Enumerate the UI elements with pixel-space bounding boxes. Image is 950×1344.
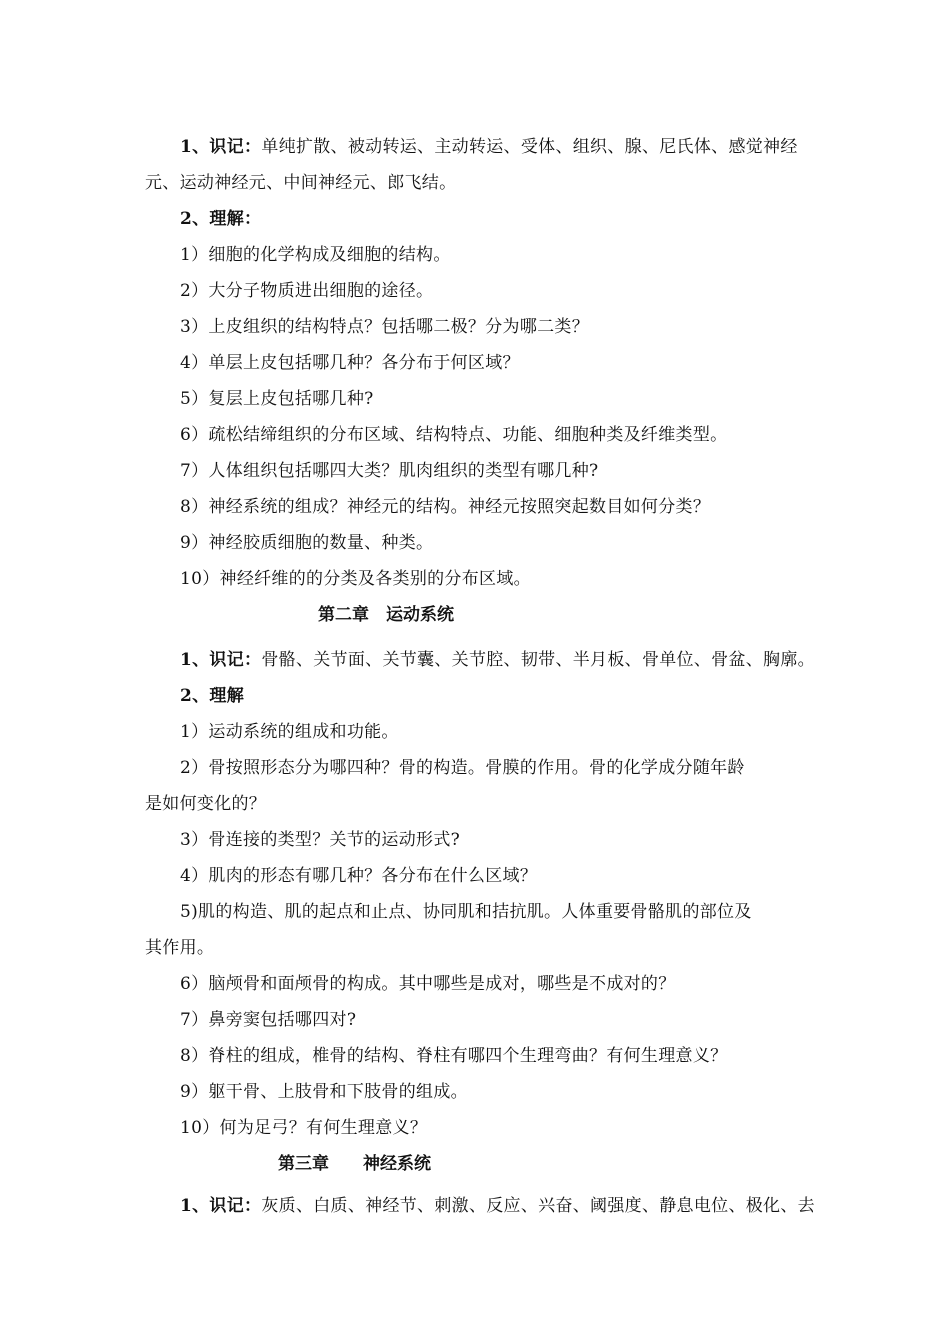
ch1-item-4: 4）单层上皮包括哪几种？各分布于何区域？ [180, 353, 520, 373]
ch1-item-6: 6）疏松结缔组织的分布区域、结构特点、功能、细胞种类及纤维类型。 [180, 425, 728, 445]
ch2-item-7: 7）鼻旁窦包括哪四对? [180, 1010, 357, 1030]
ch2-item-5-line2: 其作用。 [145, 938, 215, 958]
ch2-item-1: 1）运动系统的组成和功能。 [180, 722, 399, 742]
ch2-item-9: 9）躯干骨、上肢骨和下肢骨的组成。 [180, 1082, 468, 1102]
ch1-item-8: 8）神经系统的组成？神经元的结构。神经元按照突起数目如何分类？ [180, 497, 711, 517]
ch1-item-1: 1）细胞的化学构成及细胞的结构。 [180, 245, 451, 265]
ch1-memorize-line2: 元、运动神经元、中间神经元、郎飞结。 [145, 173, 457, 193]
ch2-item-3: 3）骨连接的类型？关节的运动形式? [180, 830, 461, 850]
ch2-item-6: 6）脑颅骨和面颅骨的构成。其中哪些是成对，哪些是不成对的？ [180, 974, 676, 994]
memorize-label: 1、识记： [180, 1196, 262, 1216]
ch2-item-2-line2: 是如何变化的？ [145, 794, 267, 814]
chapter-3-heading: 第三章 神经系统 [278, 1154, 431, 1174]
ch1-item-10: 10）神经纤维的的分类及各类别的分布区域。 [180, 569, 531, 589]
ch2-item-10: 10）何为足弓？有何生理意义？ [180, 1118, 428, 1138]
ch2-memorize-line: 1、识记：骨骼、关节面、关节囊、关节腔、韧带、半月板、骨单位、骨盆、胸廓。 [180, 650, 815, 670]
memorize-label: 1、识记： [180, 137, 262, 157]
ch1-item-2: 2）大分子物质进出细胞的途径。 [180, 281, 434, 301]
ch1-item-5: 5）复层上皮包括哪几种? [180, 389, 374, 409]
ch2-item-4: 4）肌肉的形态有哪几种？各分布在什么区域？ [180, 866, 538, 886]
ch2-item-5-line1: 5)肌的构造、肌的起点和止点、协同肌和拮抗肌。人体重要骨骼肌的部位及 [180, 902, 752, 922]
ch1-item-9: 9）神经胶质细胞的数量、种类。 [180, 533, 434, 553]
ch2-item-2-line1: 2）骨按照形态分为哪四种？骨的构造。骨膜的作用。骨的化学成分随年龄 [180, 758, 745, 778]
chapter-2-heading: 第二章 运动系统 [318, 605, 454, 625]
ch2-item-8: 8）脊柱的组成，椎骨的结构、脊柱有哪四个生理弯曲？有何生理意义？ [180, 1046, 728, 1066]
ch1-understand-label: 2、理解： [180, 209, 262, 229]
ch1-memorize-line1: 1、识记：单纯扩散、被动转运、主动转运、受体、组织、腺、尼氏体、感觉神经 [180, 137, 798, 157]
ch2-understand-label: 2、理解 [180, 686, 245, 706]
ch3-memorize-line: 1、识记：灰质、白质、神经节、刺激、反应、兴奋、阈强度、静息电位、极化、去 [180, 1196, 815, 1216]
ch1-item-7: 7）人体组织包括哪四大类？肌肉组织的类型有哪几种? [180, 461, 599, 481]
ch1-item-3: 3）上皮组织的结构特点？包括哪二极？分为哪二类？ [180, 317, 590, 337]
memorize-label: 1、识记： [180, 650, 262, 670]
